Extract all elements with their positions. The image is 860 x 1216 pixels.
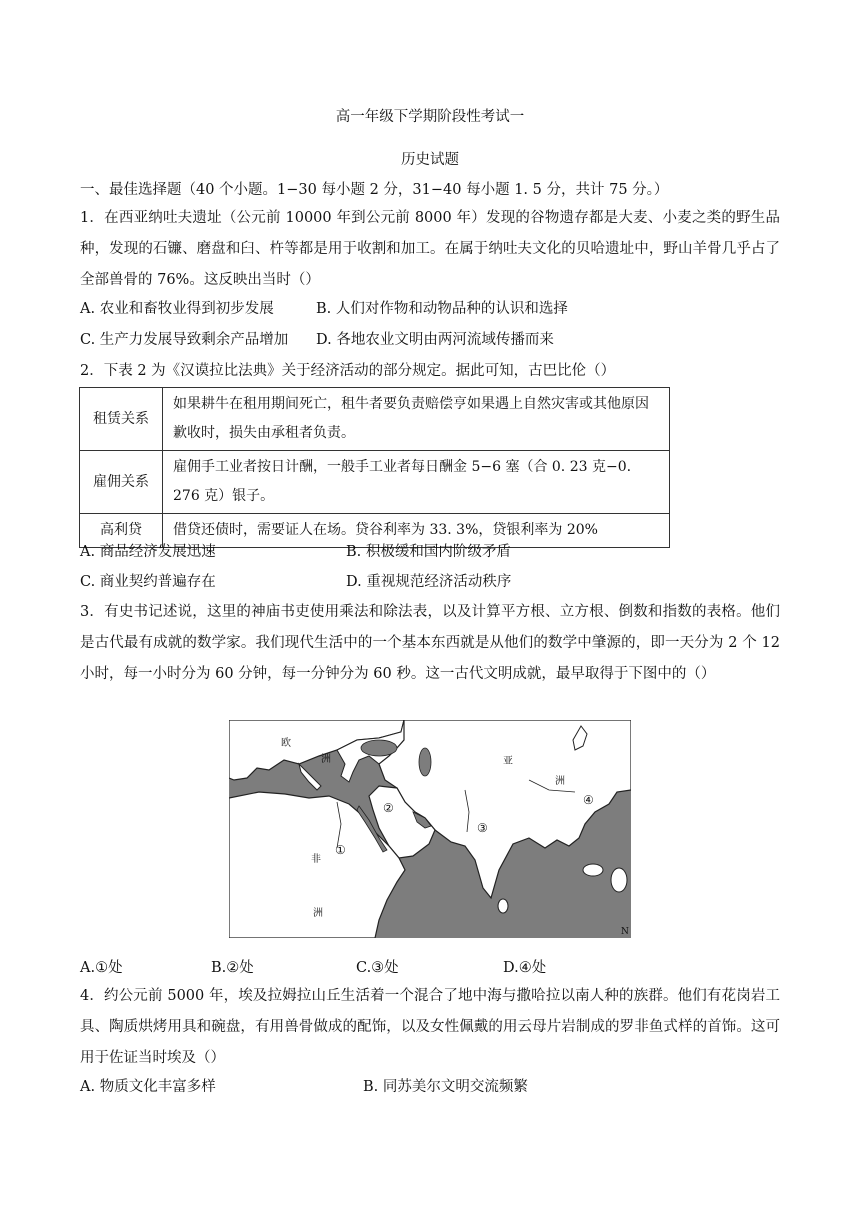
q2-option-d: D. 重视规范经济活动秩序 — [346, 574, 512, 590]
map-label-asia: 亚 — [503, 756, 513, 767]
black-sea — [361, 740, 397, 756]
table-cell-value: 借贷还债时，需要证人在场。贷谷利率为 33. 3%，贷银利率为 20% — [163, 514, 670, 548]
map-label-europe: 欧 — [281, 738, 291, 749]
southeast-asia-island — [611, 868, 627, 892]
map-north-arrow: N — [621, 927, 629, 937]
q2-option-c: C. 商业契约普遍存在 — [80, 574, 216, 590]
table-row — [80, 451, 670, 514]
q2-option-a: A. 商品经济发展迅速 — [80, 544, 216, 560]
table-cell-key: 雇佣关系 — [80, 451, 163, 514]
law-table — [79, 387, 670, 548]
map-label-asia-2: 洲 — [555, 776, 565, 787]
map-label-africa: 非 — [311, 854, 321, 865]
map-label-europe-2: 洲 — [321, 754, 331, 765]
question-1-stem: 1．在西亚纳吐夫遗址（公元前 10000 年到公元前 8000 年）发现的谷物遗存都是大麦、小麦之类的野生品种，发现的石镰、磨盘和臼、杵等都是用于收割和加工。在属于纳吐夫文化的贝哈遗址中，野山羊骨几乎占了全部兽骨的 76%。这反映出当时（） — [80, 210, 780, 288]
q1-option-b: B. 人们对作物和动物品种的认识和选择 — [316, 301, 568, 317]
question-4-stem: 4．约公元前 5000 年，埃及拉姆拉山丘生活着一个混合了地中海与撒哈拉以南人种的族群。他们有花岗岩工具、陶质烘烤用具和碗盘，有用兽骨做成的配饰，以及女性佩戴的用云母片岩制成的罗非鱼式样的首饰。这可用于佐证当时埃及（） — [80, 988, 780, 1066]
map-label-africa-2: 洲 — [313, 908, 323, 919]
exam-title: 高一年级下学期阶段性考试一 — [335, 109, 525, 125]
q4-option-a: A. 物质文化丰富多样 — [80, 1079, 216, 1095]
table-cell-value: 雇佣手工业者按日计酬，一般手工业者每日酬金 5−6 塞（合 0. 23 克−0. 276 克）银子。 — [163, 451, 670, 514]
question-3-stem: 3．有史书记述说，这里的神庙书吏使用乘法和除法表，以及计算平方根、立方根、倒数和指数的表格。他们是古代最有成就的数学家。我们现代生活中的一个基本东西就是从他们的数学中肇源的，即一天分为 2 个 12 小时，每一小时分为 60 分钟，每一分钟分为 60 秒。这一古代文明成就，最早取得于下图中的（） — [80, 604, 780, 682]
q3-option-c: C.③处 — [356, 960, 399, 976]
map-marker-4: ④ — [583, 793, 594, 807]
question-2-stem: 2．下表 2 为《汉谟拉比法典》关于经济活动的部分规定。据此可知，古巴比伦（） — [80, 363, 616, 379]
q3-option-a: A.①处 — [80, 960, 123, 976]
q1-option-a: A. 农业和畜牧业得到初步发展 — [80, 301, 274, 317]
section-heading: 一、最佳选择题（40 个小题。1−30 每小题 2 分，31−40 每小题 1. 5 分，共计 75 分。） — [80, 182, 669, 198]
q3-option-d: D.④处 — [503, 960, 547, 976]
map-marker-3: ③ — [477, 821, 488, 835]
q1-option-d: D. 各地农业文明由两河流域传播而来 — [316, 332, 554, 348]
southeast-asia-island — [583, 864, 603, 876]
q3-option-b: B.②处 — [211, 960, 254, 976]
q4-option-b: B. 同苏美尔文明交流频繁 — [363, 1079, 528, 1095]
table-cell-key: 租赁关系 — [80, 388, 163, 451]
sri-lanka-island — [498, 899, 508, 913]
table-cell-key: 高利贷 — [80, 514, 163, 548]
ancient-world-map — [229, 720, 631, 938]
exam-subtitle: 历史试题 — [401, 152, 459, 168]
table-row — [80, 388, 670, 451]
map-marker-1: ① — [335, 843, 346, 857]
q2-option-b: B. 积极缓和国内阶级矛盾 — [346, 544, 511, 560]
q1-option-c: C. 生产力发展导致剩余产品增加 — [80, 332, 289, 348]
table-cell-value: 如果耕牛在租用期间死亡，租牛者要负责赔偿亨如果遇上自然灾害或其他原因歉收时，损失由承租者负责。 — [163, 388, 670, 451]
map-marker-2: ② — [383, 801, 394, 815]
caspian-sea — [419, 748, 431, 776]
